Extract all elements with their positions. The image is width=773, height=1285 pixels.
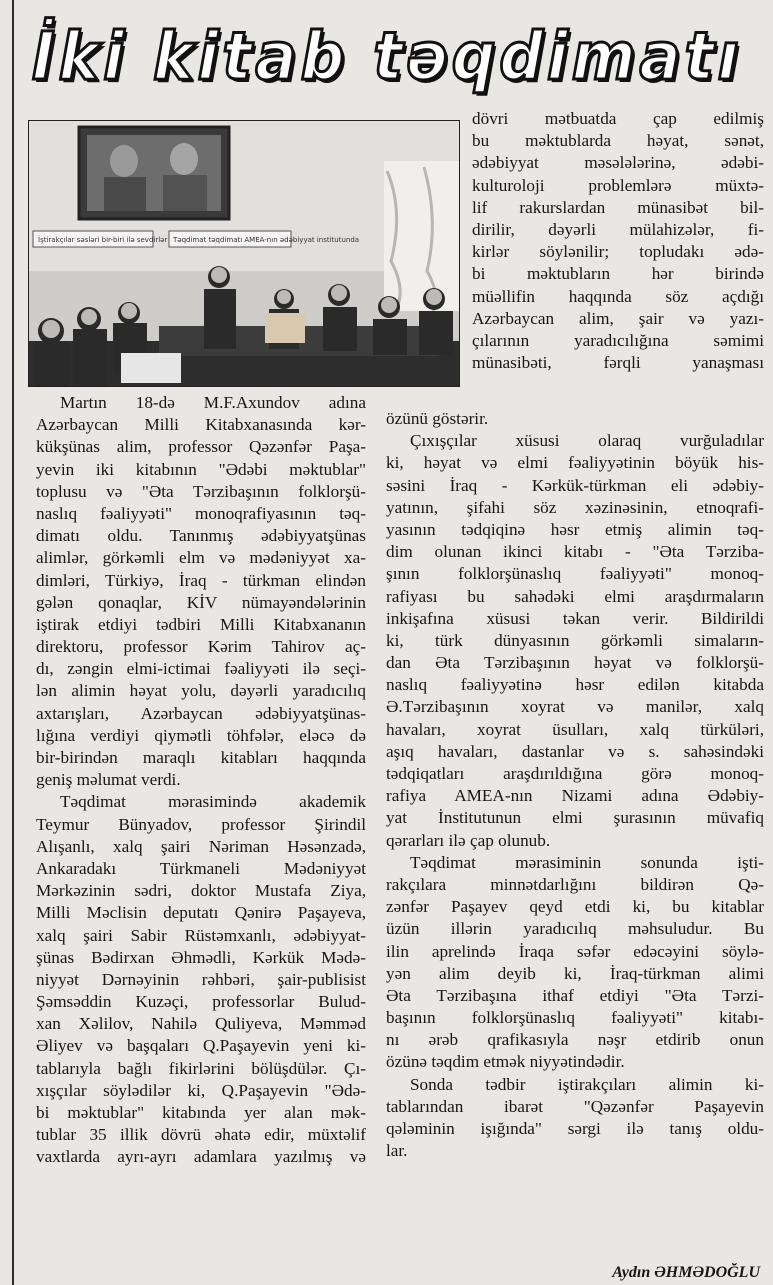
- text-line: vaxtlarda ayrı-ayrı adamlara yazılmış və: [36, 1147, 366, 1167]
- text-line: havaları, xoyrat üsulları, xalq türküləri,: [386, 719, 764, 739]
- text-line: ki, türk dünyasının görkəmli simaların-: [386, 630, 764, 650]
- text-line: Şəmsəddin Kuzəçi, professorlar Bulud-: [36, 992, 366, 1012]
- text-line: Ankaradakı Türkmaneli Mədəniyyət: [36, 858, 366, 878]
- text-line: kükşünas alim, professor Qəzənfər Paşa-: [36, 437, 366, 457]
- event-photo: [28, 120, 460, 387]
- text-line: kulturoloji problemlərə müxtə-: [472, 175, 764, 195]
- text-line: lif rakurslardan münasibət bil-: [472, 197, 764, 217]
- text-line: axtarışları, Azərbaycan ədəbiyyatşünas-: [36, 703, 366, 723]
- text-line: dimatı oldu. Tanınmış ədəbiyyatşünas: [36, 526, 366, 546]
- column-rule: [12, 0, 14, 1285]
- text-line: üzün illərin yaradıcılıq məhsuludur. Bu: [386, 919, 764, 939]
- text-line: toplusu və "Əta Tərzibaşının folklorşü-: [36, 481, 366, 501]
- text-line: şının folklorşünaslıq fəaliyyəti" monoq-: [386, 564, 764, 584]
- text-line: iştirak etdiyi tədbiri Milli Kitabxananın: [36, 614, 366, 634]
- text-line: zənfər Paşayev qeyd etdi ki, bu kitablar: [386, 897, 764, 917]
- text-line: özünü göstərir.: [386, 409, 489, 428]
- text-line: geniş məlumat verdi.: [36, 770, 181, 790]
- text-line: başının folklorşünaslıq fəaliyyəti" kitabı-: [386, 1008, 764, 1028]
- text-line: bi məktubların hər birində: [472, 264, 764, 284]
- byline: Aydın ƏHMƏDOĞLU: [612, 1264, 760, 1281]
- text-line: rakçılara minnətdarlığını bildirən Qə-: [386, 874, 764, 894]
- text-line: yevin iki kitabının "Ədəbi məktublar": [36, 459, 366, 479]
- text-line: xalq şairi Sabir Rüstəmxanlı, ədəbiyyat-: [36, 925, 366, 945]
- text-line: rafiya AMEA-nın Nizami adına Ədəbiy-: [386, 786, 764, 806]
- text-line: aşıq havaları, dastanlar və s. sahəsindəki: [386, 741, 764, 761]
- text-line: Teymur Bünyadov, professor Şirindil: [36, 814, 366, 834]
- text-line: lar.: [386, 1141, 408, 1161]
- text-line: direktoru, professor Kərim Tahirov aç-: [36, 637, 366, 657]
- text-line: yat İnstitutunun elmi şurasının müvafiq: [386, 808, 764, 828]
- text-line: xan Xəlilov, Nahilə Quliyeva, Məmməd: [36, 1014, 366, 1034]
- text-line: dim olunan ikinci kitabı - "Əta Tərziba-: [386, 542, 764, 562]
- text-line: yatının, şifahi söz xəzinəsinin, etnoqrafi-: [386, 497, 764, 517]
- text-line: tədqiqatları araşdırıldığına görə monoq-: [386, 764, 764, 783]
- text-line: şünas Bədirxan Əhmədli, Kərkük Mədə-: [36, 947, 366, 967]
- text-line: Təqdimat mərasimində akademik: [60, 792, 366, 812]
- text-line: nı ərəb qrafikasıyla nəşr etdirib onun: [386, 1030, 764, 1050]
- text-line: alimlər, görkəmli elm və mədəniyyət xa-: [36, 548, 366, 568]
- text-line: Əta Tərzibaşına ithaf etdiyi "Əta Tərzi-: [386, 985, 764, 1005]
- text-line: Çıxışçılar xüsusi olaraq vurğuladılar: [410, 431, 764, 451]
- text-line: Təqdimat mərasiminin sonunda işti-: [410, 852, 764, 872]
- right-column: [386, 408, 764, 1162]
- event-photo-illustration: [29, 121, 459, 386]
- text-line: Azərbaycan Milli Kitabxanasında kər-: [36, 415, 366, 435]
- right-column-top: [472, 108, 764, 374]
- text-line: bi məktublar" kitabında yer alan mək-: [36, 1103, 366, 1122]
- text-line: naslıq fəaliyyətinə həsr edilən kitabda: [386, 675, 764, 695]
- text-line: dı, zəngin elmi-ictimai fəaliyyəti ilə seçi-: [36, 659, 366, 679]
- text-line: Martın 18-də M.F.Axundov adına: [60, 393, 366, 412]
- text-line: lığına verdiyi qiymətli töhfələr, eləcə də: [36, 725, 366, 745]
- text-line: yasının tədqiqinə həsr etmiş alimin təq-: [386, 519, 764, 539]
- left-column: [36, 392, 366, 1169]
- text-line: xışçılar söylədilər ki, Q.Paşayevin "Ədə-: [36, 1080, 366, 1100]
- text-line: özünə təqdim etmək niyyətindədir.: [386, 1052, 625, 1072]
- text-line: ilin aprelində İraqa səfər edəcəyini söylə-: [386, 941, 764, 961]
- text-line: ədəbiyyat məsələlərinə, ədəbi-: [472, 153, 764, 173]
- text-line: Sonda tədbir iştirakçıları alimin ki-: [410, 1074, 764, 1094]
- text-line: kirlər söylənilir; topludakı ədə-: [472, 242, 764, 262]
- text-line: münasibəti, fərqli yanaşması: [472, 353, 764, 373]
- photo-caption-right: Təqdimat təqdimatı AMEA-nın ədəbiyyat institutunda: [173, 236, 360, 244]
- text-line: yən alim deyib ki, İraq-türkman alimi: [386, 963, 764, 983]
- text-line: qərarları ilə çap olunub.: [386, 830, 551, 850]
- text-line: naslıq fəaliyyəti" monoqrafiyasının təq-: [36, 503, 366, 523]
- text-line: dan Əta Tərzibaşının həyat və folklorşü-: [386, 653, 764, 673]
- text-line: bir-birindən maraqlı kitabları haqqında: [36, 748, 366, 767]
- text-line: Milli Məclisin deputatı Qənirə Paşayeva,: [36, 903, 366, 923]
- text-line: qələminin işığında" sərgi ilə tanış oldu-: [386, 1119, 764, 1138]
- text-line: lən alimin həyat yolu, dəyərli yaradıcılıq: [36, 681, 366, 701]
- text-line: Azərbaycan alim, şair və yazı-: [472, 308, 764, 328]
- photo-caption-left: İştirakçılar səsləri bir-biri ilə sevdirlər: [38, 236, 168, 244]
- text-line: rafiyası bu sahədəki elmi araşdırmaların: [386, 586, 764, 606]
- text-line: dirilir, dəyərli mülahizələr, fi-: [472, 219, 764, 239]
- text-line: ki, həyat və elmi fəaliyyətinin böyük his-: [386, 453, 764, 473]
- text-line: bu məktublarda həyat, sənət,: [472, 131, 764, 151]
- text-line: dimləri, Türkiyə, İraq - türkman elindən: [36, 570, 366, 590]
- headline: İki kitab təqdimatı: [32, 18, 743, 95]
- text-line: Ə.Tərzibaşının xoyrat və manilər, xalq: [386, 697, 764, 717]
- text-line: gələn qonaqlar, KİV nümayəndələrinin: [36, 592, 366, 612]
- text-line: Alışanlı, xalq şairi Nəriman Həsənzadə,: [36, 836, 366, 856]
- text-line: tublar 35 illik dövrü əhatə edir, müxtəlif: [36, 1125, 366, 1145]
- text-line: müəllifin haqqında söz açdığı: [472, 286, 764, 306]
- text-line: inkişafına xüsusi təkan verir. Bildirildi: [386, 608, 764, 628]
- text-line: Əliyev və başqaları Q.Paşayevin yeni ki-: [36, 1036, 366, 1056]
- text-line: tablarından ibarət "Qəzənfər Paşayevin: [386, 1096, 764, 1116]
- text-line: səsini İraq - Kərkük-türkman eli ədəbiy-: [386, 475, 764, 495]
- text-line: Mərkəzinin sədri, doktor Mustafa Ziya,: [36, 881, 366, 901]
- text-line: çılarının yaradıcılığına səmimi: [472, 330, 764, 350]
- text-line: dövri mətbuatda çap edilmiş: [472, 109, 764, 128]
- text-line: niyyət Dərnəyinin rəhbəri, şair-publisist: [36, 969, 366, 989]
- text-line: tablarıyla bağlı fikirlərini bölüşdülər. Çı-: [36, 1058, 366, 1078]
